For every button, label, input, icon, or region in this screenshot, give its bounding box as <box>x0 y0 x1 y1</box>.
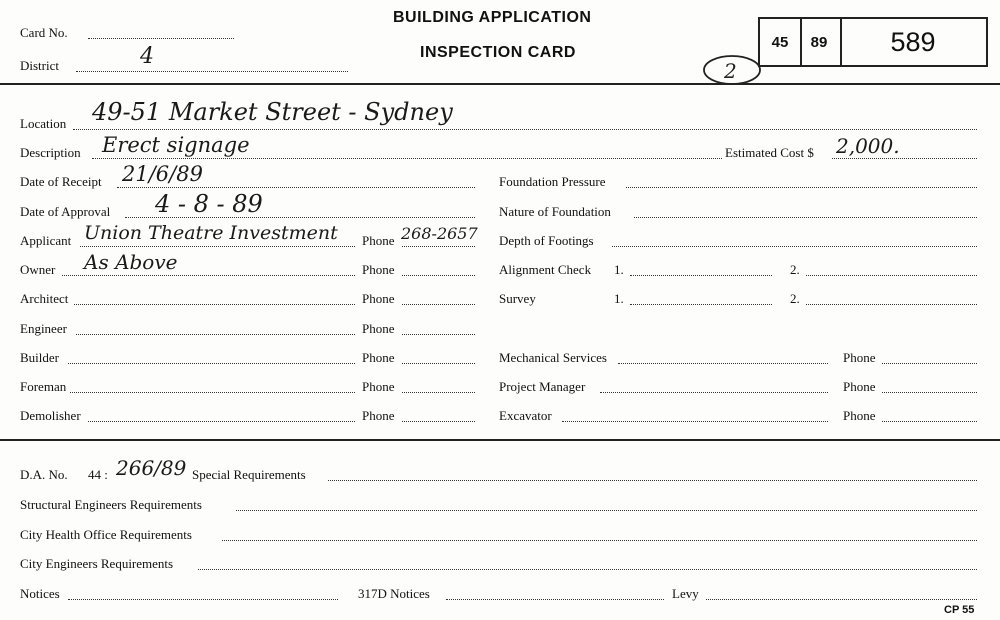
mechanical-phone-label: Phone <box>843 350 876 365</box>
header-divider <box>0 83 1000 85</box>
excavator-label: Excavator <box>499 408 552 423</box>
depth-footings-label: Depth of Footings <box>499 233 594 248</box>
excavator-field[interactable] <box>562 421 828 422</box>
foreman-field[interactable] <box>70 392 355 393</box>
nature-foundation-label: Nature of Foundation <box>499 204 611 219</box>
card-code-box-2: 89 <box>798 17 842 67</box>
survey-num-2: 2. <box>790 291 800 306</box>
foundation-pressure-field[interactable] <box>626 187 977 188</box>
city-engineers-field[interactable] <box>198 569 977 570</box>
estimated-cost-field[interactable] <box>832 158 977 159</box>
project-manager-field[interactable] <box>600 392 828 393</box>
demolisher-phone-field[interactable] <box>402 421 475 422</box>
district-label: District <box>20 58 59 73</box>
description-label: Description <box>20 145 81 160</box>
alignment-check-field-2[interactable] <box>806 275 977 276</box>
mechanical-field[interactable] <box>618 363 828 364</box>
notices-317d-field[interactable] <box>446 599 664 600</box>
location-field[interactable] <box>73 129 977 130</box>
notices-field[interactable] <box>68 599 338 600</box>
demolisher-field[interactable] <box>88 421 355 422</box>
owner-value: As Above <box>84 250 178 274</box>
alignment-check-num-2: 2. <box>790 262 800 277</box>
structural-field[interactable] <box>236 510 977 511</box>
owner-field[interactable] <box>62 275 355 276</box>
mechanical-label: Mechanical Services <box>499 350 607 365</box>
da-no-label: D.A. No. <box>20 467 68 482</box>
excavator-phone-field[interactable] <box>882 421 977 422</box>
foreman-label: Foreman <box>20 379 67 394</box>
structural-label: Structural Engineers Requirements <box>20 497 202 512</box>
survey-num-1: 1. <box>614 291 624 306</box>
applicant-value: Union Theatre Investment <box>84 222 338 244</box>
date-receipt-value: 21/6/89 <box>122 162 203 186</box>
health-field[interactable] <box>222 540 977 541</box>
architect-phone-field[interactable] <box>402 304 475 305</box>
applicant-label: Applicant <box>20 233 72 248</box>
foundation-pressure-label: Foundation Pressure <box>499 174 606 189</box>
city-engineers-label: City Engineers Requirements <box>20 556 174 571</box>
special-requirements-field[interactable] <box>328 480 977 481</box>
alignment-check-label: Alignment Check <box>499 262 592 277</box>
date-receipt-label: Date of Receipt <box>20 174 102 189</box>
builder-field[interactable] <box>68 363 355 364</box>
notices-label: Notices <box>20 586 60 601</box>
foreman-phone-field[interactable] <box>402 392 475 393</box>
notices-317d-label: 317D Notices <box>358 586 430 601</box>
engineer-field[interactable] <box>76 334 355 335</box>
architect-label: Architect <box>20 291 69 306</box>
location-value: 49-51 Market Street - Sydney <box>92 98 453 126</box>
owner-phone-field[interactable] <box>402 275 475 276</box>
levy-field[interactable] <box>706 599 977 600</box>
description-field[interactable] <box>92 158 722 159</box>
card-code-box-1: 45 <box>758 17 802 67</box>
builder-phone-field[interactable] <box>402 363 475 364</box>
architect-phone-label: Phone <box>362 291 395 306</box>
demolisher-phone-label: Phone <box>362 408 395 423</box>
date-approval-label: Date of Approval <box>20 204 111 219</box>
builder-label: Builder <box>20 350 59 365</box>
project-manager-phone-label: Phone <box>843 379 876 394</box>
section-divider <box>0 439 1000 441</box>
date-receipt-field[interactable] <box>117 187 475 188</box>
nature-foundation-field[interactable] <box>634 217 977 218</box>
applicant-phone-value: 268-2657 <box>401 224 478 243</box>
foreman-phone-label: Phone <box>362 379 395 394</box>
estimated-cost-label: Estimated Cost $ <box>725 145 814 160</box>
title-line-2: INSPECTION CARD <box>420 44 576 61</box>
title-line-1: BUILDING APPLICATION <box>393 9 592 26</box>
circled-mark-text: 2 <box>724 59 737 83</box>
applicant-phone-field[interactable] <box>402 246 475 247</box>
card-no-label: Card No. <box>20 25 68 40</box>
da-no-printed: 44 : <box>88 467 108 482</box>
description-value: Erect signage <box>102 133 250 157</box>
project-manager-label: Project Manager <box>499 379 586 394</box>
district-field[interactable] <box>76 71 348 72</box>
applicant-field[interactable] <box>80 246 355 247</box>
engineer-phone-field[interactable] <box>402 334 475 335</box>
health-label: City Health Office Requirements <box>20 527 192 542</box>
project-manager-phone-field[interactable] <box>882 392 977 393</box>
date-approval-value: 4 - 8 - 89 <box>155 190 263 218</box>
survey-label: Survey <box>499 291 536 306</box>
excavator-phone-label: Phone <box>843 408 876 423</box>
levy-label: Levy <box>672 586 699 601</box>
applicant-phone-label: Phone <box>362 233 395 248</box>
depth-footings-field[interactable] <box>612 246 977 247</box>
alignment-check-num-1: 1. <box>614 262 624 277</box>
location-label: Location <box>20 116 67 131</box>
da-no-value: 266/89 <box>116 456 187 480</box>
mechanical-phone-field[interactable] <box>882 363 977 364</box>
survey-field-2[interactable] <box>806 304 977 305</box>
engineer-phone-label: Phone <box>362 321 395 336</box>
builder-phone-label: Phone <box>362 350 395 365</box>
district-value: 4 <box>140 44 154 69</box>
alignment-check-field-1[interactable] <box>630 275 772 276</box>
card-number-box: 589 <box>840 17 988 67</box>
owner-phone-label: Phone <box>362 262 395 277</box>
demolisher-label: Demolisher <box>20 408 81 423</box>
special-requirements-label: Special Requirements <box>192 467 306 482</box>
form-code: CP 55 <box>944 604 975 616</box>
architect-field[interactable] <box>74 304 355 305</box>
owner-label: Owner <box>20 262 56 277</box>
card-no-field[interactable] <box>88 38 234 39</box>
engineer-label: Engineer <box>20 321 67 336</box>
estimated-cost-value: 2,000. <box>836 134 900 158</box>
survey-field-1[interactable] <box>630 304 772 305</box>
